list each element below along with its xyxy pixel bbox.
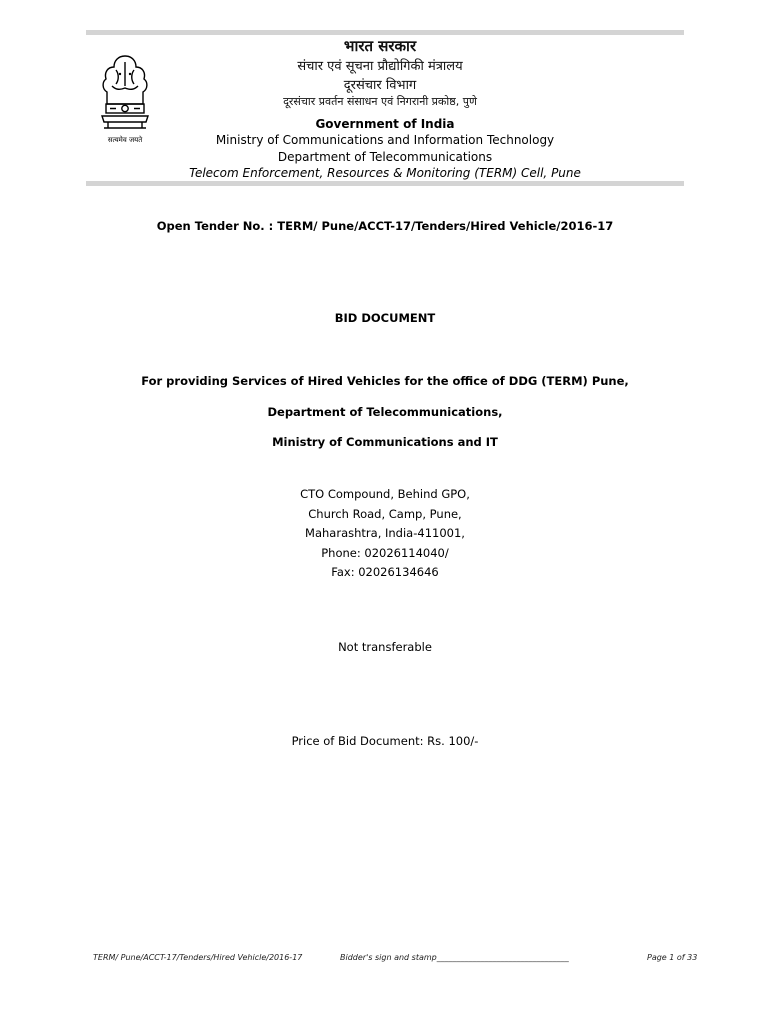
footer-reference: TERM/ Pune/ACCT-17/Tenders/Hired Vehicle/2016-17 (93, 953, 303, 962)
office-address (0, 485, 770, 583)
hindi-cell: दूरसंचार प्रवर्तन संसाधन एवं निगरानी प्रकोष्ठ, पुणे (283, 95, 477, 108)
fax-line: Fax: 02026134646 (331, 565, 439, 579)
hindi-ministry: संचार एवं सूचना प्रौद्योगिकी मंत्रालय (297, 59, 463, 74)
transfer-note: Not transferable (338, 640, 432, 654)
address-line: Church Road, Camp, Pune, (308, 506, 462, 521)
department-name: Department of Telecommunications (277, 150, 493, 164)
cell-name: Telecom Enforcement, Resources & Monitoring (TERM) Cell, Pune (189, 166, 581, 180)
purpose-line-1: For providing Services of Hired Vehicles for the office of DDG (TERM) Pune, (141, 374, 629, 388)
page-number: Page 1 of 33 (647, 953, 698, 962)
tender-number: Open Tender No. : TERM/ Pune/ACCT-17/Tenders/Hired Vehicle/2016-17 (156, 219, 614, 233)
header-bottom-rule (86, 181, 684, 186)
govt-title: Government of India (315, 117, 455, 131)
phone-line: Phone: 02026114040/ (321, 545, 449, 560)
address-line: CTO Compound, Behind GPO, (300, 487, 470, 501)
purpose-line-2: Department of Telecommunications, (267, 405, 503, 419)
document-title: BID DOCUMENT (334, 311, 436, 325)
footer-signature: Bidder's sign and stamp_________________________________ (340, 953, 569, 962)
hindi-govt-title: भारत सरकार (343, 37, 417, 55)
emblem-motto: सत्यमेव जयते (107, 136, 143, 144)
address-line: Maharashtra, India-411001, (305, 526, 465, 540)
ministry-name: Ministry of Communications and Information Technology (215, 133, 555, 147)
hindi-department: दूरसंचार विभाग (343, 78, 417, 93)
header-top-rule (86, 30, 684, 35)
bid-price: Price of Bid Document: Rs. 100/- (291, 734, 479, 748)
purpose-line-3: Ministry of Communications and IT (272, 435, 498, 449)
